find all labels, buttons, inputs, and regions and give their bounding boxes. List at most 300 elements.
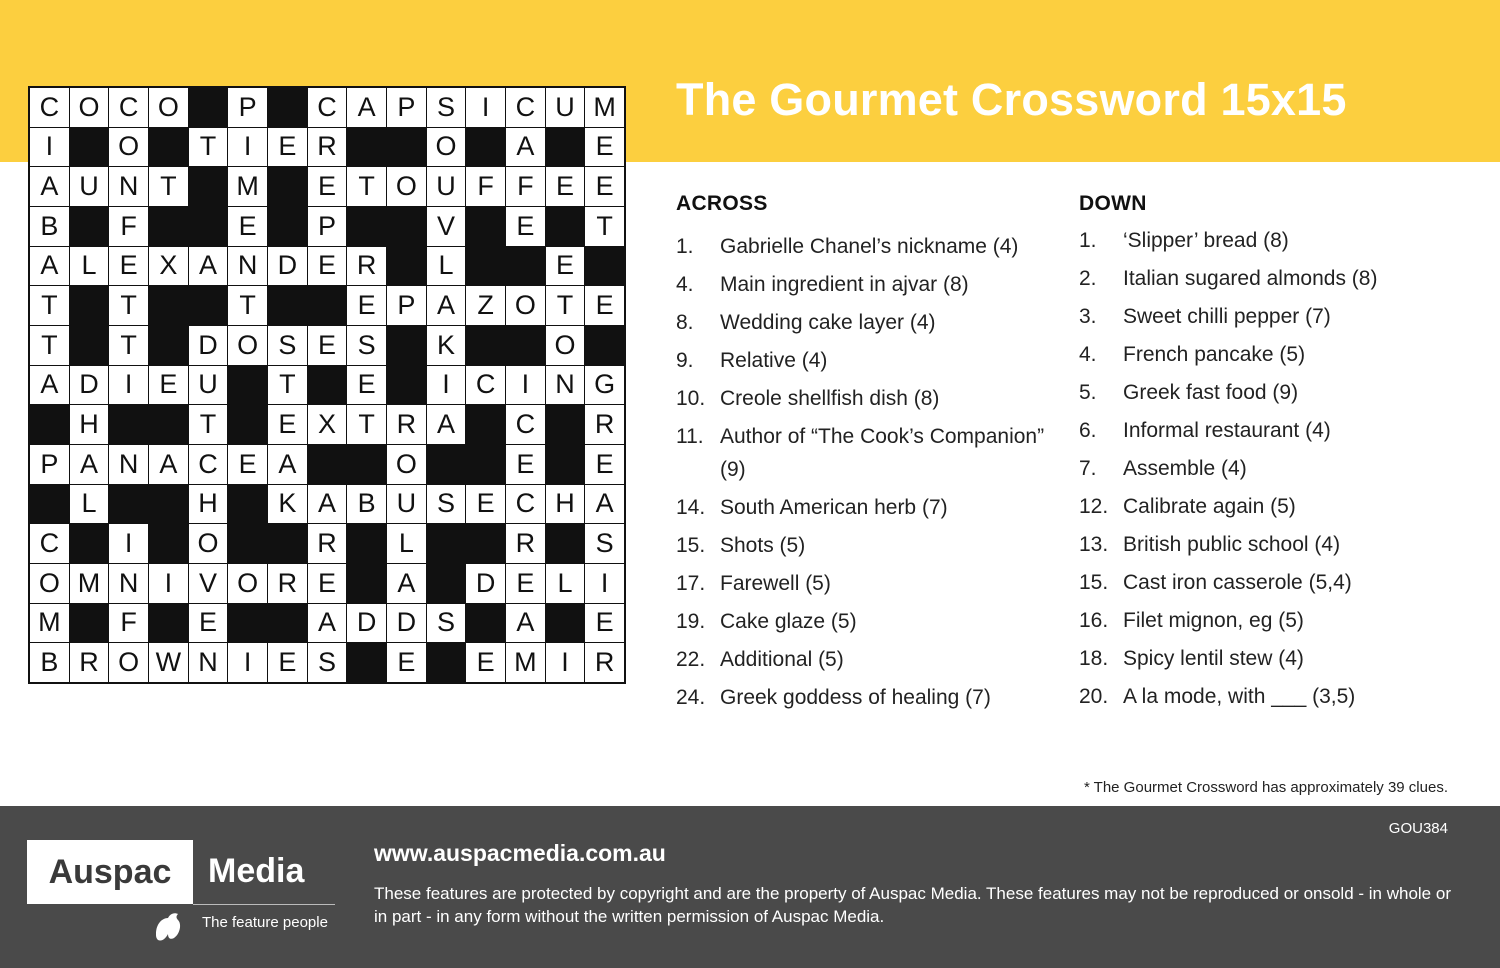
down-clue (1079, 566, 1479, 599)
clue-text: British public school (4) (1123, 533, 1341, 556)
grid-cell: L (70, 485, 109, 524)
grid-cell: M (30, 604, 69, 643)
grid-cell: R (70, 643, 109, 682)
grid-block (149, 405, 188, 444)
grid-block (228, 405, 267, 444)
grid-cell: A (30, 366, 69, 405)
grid-cell: O (149, 88, 188, 127)
grid-cell: C (506, 405, 545, 444)
down-clue (1079, 262, 1479, 295)
grid-cell: M (585, 88, 624, 127)
grid-cell: A (506, 604, 545, 643)
across-clues (676, 192, 1066, 719)
down-clue (1079, 224, 1479, 257)
grid-cell: O (228, 326, 267, 365)
grid-cell: T (546, 286, 585, 325)
clue-text: Relative (4) (720, 349, 828, 372)
grid-cell: D (347, 604, 386, 643)
grid-cell: N (228, 247, 267, 286)
grid-cell: N (109, 167, 148, 206)
grid-cell: E (506, 207, 545, 246)
grid-cell: O (70, 88, 109, 127)
grid-block (585, 326, 624, 365)
grid-block (466, 405, 505, 444)
clue-text: A la mode, with ___ (3,5) (1123, 685, 1356, 708)
clue-number: 8. (676, 311, 694, 334)
grid-cell: T (347, 405, 386, 444)
clue-number: 1. (676, 235, 694, 258)
grid-cell: E (109, 247, 148, 286)
clue-number: 2. (1079, 267, 1097, 290)
grid-cell: U (189, 366, 228, 405)
grid-cell: I (427, 366, 466, 405)
grid-block (387, 326, 426, 365)
down-clues (1079, 192, 1479, 718)
grid-block (228, 524, 267, 563)
grid-cell: A (387, 564, 426, 603)
grid-cell: L (387, 524, 426, 563)
grid-cell: C (30, 524, 69, 563)
grid-cell: O (109, 128, 148, 167)
grid-block (466, 326, 505, 365)
down-heading: DOWN (1079, 192, 1147, 215)
grid-block (387, 247, 426, 286)
clue-number: 7. (1079, 457, 1097, 480)
grid-cell: O (228, 564, 267, 603)
grid-block (149, 207, 188, 246)
grid-cell: E (546, 167, 585, 206)
clue-text: Wedding cake layer (4) (720, 311, 936, 334)
grid-cell: E (506, 445, 545, 484)
grid-cell: F (466, 167, 505, 206)
grid-block (268, 207, 307, 246)
footer (0, 806, 1500, 968)
grid-cell: P (387, 286, 426, 325)
grid-cell: Z (466, 286, 505, 325)
grid-cell: E (466, 485, 505, 524)
grid-block (347, 445, 386, 484)
grid-block (506, 326, 545, 365)
across-clue (676, 382, 1066, 415)
grid-cell: A (585, 485, 624, 524)
grid-cell: W (149, 643, 188, 682)
grid-block (347, 207, 386, 246)
grid-block (149, 286, 188, 325)
grid-cell: R (585, 643, 624, 682)
grid-cell: I (585, 564, 624, 603)
grid-cell: T (585, 207, 624, 246)
clue-text: Sweet chilli pepper (7) (1123, 305, 1331, 328)
grid-cell: F (109, 207, 148, 246)
grid-block (70, 207, 109, 246)
grid-cell: E (347, 286, 386, 325)
grid-cell: T (109, 326, 148, 365)
grid-cell: E (308, 247, 347, 286)
grid-block (427, 643, 466, 682)
grid-cell: H (189, 485, 228, 524)
grid-cell: I (149, 564, 188, 603)
clue-number: 10. (676, 387, 706, 410)
grid-cell: K (268, 485, 307, 524)
grid-cell: S (308, 643, 347, 682)
grid-cell: N (189, 643, 228, 682)
website-link[interactable]: www.auspacmedia.com.au (374, 840, 666, 866)
grid-cell: E (268, 128, 307, 167)
grid-cell: X (149, 247, 188, 286)
grid-cell: H (70, 405, 109, 444)
grid-cell: S (427, 88, 466, 127)
grid-cell: A (189, 247, 228, 286)
grid-cell: D (268, 247, 307, 286)
grid-block (228, 604, 267, 643)
grid-block (70, 286, 109, 325)
grid-block (109, 485, 148, 524)
grid-cell: B (30, 643, 69, 682)
across-clue (676, 344, 1066, 377)
grid-cell: E (149, 366, 188, 405)
clue-text: Cake glaze (5) (720, 610, 857, 633)
clue-number: 12. (1079, 495, 1109, 518)
grid-block (149, 128, 188, 167)
clue-text: French pancake (5) (1123, 343, 1306, 366)
grid-block (347, 524, 386, 563)
clue-number: 18. (1079, 647, 1109, 670)
grid-block (466, 247, 505, 286)
clue-text: Author of “The Cook’s Companion” (9) (720, 425, 1045, 481)
grid-cell: I (466, 88, 505, 127)
grid-block (466, 524, 505, 563)
clue-number: 4. (676, 273, 694, 296)
grid-block (308, 286, 347, 325)
grid-cell: U (427, 167, 466, 206)
grid-cell: V (189, 564, 228, 603)
grid-cell: E (228, 207, 267, 246)
grid-cell: A (149, 445, 188, 484)
grid-block (585, 247, 624, 286)
clue-text: Main ingredient in ajvar (8) (720, 273, 969, 296)
clue-text: Additional (5) (720, 648, 844, 671)
grid-block (506, 247, 545, 286)
grid-block (228, 485, 267, 524)
grid-cell: N (109, 445, 148, 484)
grid-cell: L (427, 247, 466, 286)
clue-text: Cast iron casserole (5,4) (1123, 571, 1352, 594)
grid-cell: P (30, 445, 69, 484)
grid-cell: O (506, 286, 545, 325)
grid-cell: A (506, 128, 545, 167)
grid-cell: N (546, 366, 585, 405)
grid-cell: M (70, 564, 109, 603)
across-clue (676, 491, 1066, 524)
grid-block (30, 485, 69, 524)
grid-cell: I (30, 128, 69, 167)
logo-auspac: Auspac (27, 840, 193, 904)
grid-cell: R (308, 128, 347, 167)
grid-block (189, 207, 228, 246)
clue-text: Greek fast food (9) (1123, 381, 1299, 404)
down-clue-list (1079, 224, 1479, 713)
grid-cell: F (109, 604, 148, 643)
grid-cell: D (189, 326, 228, 365)
grid-cell: R (585, 405, 624, 444)
grid-cell: E (347, 366, 386, 405)
logo-mark-icon (150, 908, 186, 944)
grid-block (189, 88, 228, 127)
logo-tagline: The feature people (202, 914, 328, 931)
clue-text: Creole shellfish dish (8) (720, 387, 940, 410)
clue-text: Farewell (5) (720, 572, 831, 595)
puzzle-code: GOU384 (1388, 820, 1448, 837)
grid-block (30, 405, 69, 444)
grid-block (70, 524, 109, 563)
clue-number: 15. (1079, 571, 1109, 594)
across-clue (676, 643, 1066, 676)
grid-cell: T (189, 128, 228, 167)
down-clue (1079, 528, 1479, 561)
across-clue (676, 567, 1066, 600)
grid-cell: U (546, 88, 585, 127)
grid-cell: D (70, 366, 109, 405)
grid-cell: A (427, 286, 466, 325)
grid-block (149, 604, 188, 643)
grid-block (387, 207, 426, 246)
grid-block (149, 524, 188, 563)
grid-cell: A (268, 445, 307, 484)
grid-block (70, 604, 109, 643)
grid-cell: P (308, 207, 347, 246)
grid-cell: E (506, 564, 545, 603)
grid-cell: A (427, 405, 466, 444)
clue-number: 6. (1079, 419, 1097, 442)
clue-count-footnote: * The Gourmet Crossword has approximately 39 clues. (1083, 779, 1448, 796)
clue-number: 24. (676, 686, 706, 709)
grid-cell: C (466, 366, 505, 405)
grid-cell: K (427, 326, 466, 365)
grid-block (387, 128, 426, 167)
crossword-grid (28, 86, 626, 684)
grid-cell: C (189, 445, 228, 484)
grid-block (189, 286, 228, 325)
down-clue (1079, 642, 1479, 675)
grid-cell: T (189, 405, 228, 444)
logo-media: Media (208, 852, 305, 890)
clue-text: South American herb (7) (720, 496, 948, 519)
grid-cell: R (506, 524, 545, 563)
grid-cell: P (387, 88, 426, 127)
clue-number: 20. (1079, 685, 1109, 708)
grid-block (268, 167, 307, 206)
down-clue (1079, 300, 1479, 333)
grid-cell: I (109, 366, 148, 405)
across-clue (676, 306, 1066, 339)
grid-cell: X (308, 405, 347, 444)
grid-cell: R (347, 247, 386, 286)
grid-block (308, 366, 347, 405)
grid-cell: A (347, 88, 386, 127)
across-clue (676, 605, 1066, 638)
grid-cell: T (149, 167, 188, 206)
grid-block (427, 445, 466, 484)
grid-cell: O (30, 564, 69, 603)
down-clue (1079, 604, 1479, 637)
grid-block (546, 405, 585, 444)
grid-cell: I (228, 128, 267, 167)
grid-cell: E (228, 445, 267, 484)
grid-cell: C (109, 88, 148, 127)
grid-block (109, 405, 148, 444)
grid-cell: O (427, 128, 466, 167)
down-clue (1079, 490, 1479, 523)
grid-cell: C (30, 88, 69, 127)
grid-cell: E (585, 167, 624, 206)
grid-block (347, 128, 386, 167)
grid-block (546, 207, 585, 246)
clue-text: Italian sugared almonds (8) (1123, 267, 1378, 290)
grid-cell: S (268, 326, 307, 365)
clue-number: 13. (1079, 533, 1109, 556)
grid-cell: U (387, 485, 426, 524)
clue-text: Spicy lentil stew (4) (1123, 647, 1304, 670)
down-clue (1079, 680, 1479, 713)
grid-cell: O (387, 167, 426, 206)
grid-block (228, 366, 267, 405)
grid-block (466, 207, 505, 246)
page-title: The Gourmet Crossword 15x15 (676, 74, 1347, 125)
grid-cell: I (109, 524, 148, 563)
across-clue (676, 681, 1066, 714)
down-clue (1079, 376, 1479, 409)
grid-cell: T (109, 286, 148, 325)
grid-cell: A (30, 247, 69, 286)
grid-cell: S (427, 604, 466, 643)
clue-text: Informal restaurant (4) (1123, 419, 1331, 442)
down-clue (1079, 414, 1479, 447)
grid-block (347, 564, 386, 603)
grid-cell: M (506, 643, 545, 682)
grid-cell: H (546, 485, 585, 524)
grid-cell: E (189, 604, 228, 643)
grid-cell: E (585, 286, 624, 325)
grid-cell: I (228, 643, 267, 682)
grid-cell: T (347, 167, 386, 206)
grid-cell: B (30, 207, 69, 246)
grid-block (466, 604, 505, 643)
logo-divider (193, 904, 335, 905)
across-clue (676, 420, 1066, 486)
grid-block (268, 88, 307, 127)
grid-block (149, 326, 188, 365)
clue-number: 3. (1079, 305, 1097, 328)
grid-cell: O (109, 643, 148, 682)
grid-cell: I (546, 643, 585, 682)
across-heading: ACROSS (676, 192, 768, 215)
grid-block (427, 524, 466, 563)
grid-cell: V (427, 207, 466, 246)
clue-number: 1. (1079, 229, 1097, 252)
grid-cell: A (70, 445, 109, 484)
clue-number: 9. (676, 349, 694, 372)
grid-block (546, 524, 585, 563)
grid-cell: O (387, 445, 426, 484)
grid-block (387, 366, 426, 405)
grid-cell: T (228, 286, 267, 325)
grid-cell: C (308, 88, 347, 127)
grid-cell: A (308, 485, 347, 524)
grid-block (466, 128, 505, 167)
grid-cell: G (585, 366, 624, 405)
grid-block (466, 445, 505, 484)
grid-block (546, 445, 585, 484)
clue-text: Shots (5) (720, 534, 806, 557)
grid-cell: U (70, 167, 109, 206)
grid-cell: E (268, 405, 307, 444)
clue-text: Gabrielle Chanel’s nickname (4) (720, 235, 1019, 258)
grid-block (347, 643, 386, 682)
grid-cell: E (308, 326, 347, 365)
grid-cell: R (387, 405, 426, 444)
clue-number: 14. (676, 496, 706, 519)
clue-text: Calibrate again (5) (1123, 495, 1296, 518)
grid-cell: I (506, 366, 545, 405)
grid-cell: L (70, 247, 109, 286)
grid-cell: R (268, 564, 307, 603)
grid-cell: D (387, 604, 426, 643)
grid-block (268, 604, 307, 643)
grid-cell: T (268, 366, 307, 405)
copyright-notice: These features are protected by copyright and are the property of Auspac Media. These features may not be reproduced or onsold - in whole or in part - in any form without the written permission of Auspac Media. (374, 884, 1451, 926)
grid-cell: E (585, 128, 624, 167)
grid-cell: B (347, 485, 386, 524)
grid-cell: E (585, 445, 624, 484)
clue-number: 22. (676, 648, 706, 671)
clue-number: 19. (676, 610, 706, 633)
grid-cell: L (546, 564, 585, 603)
grid-cell: S (347, 326, 386, 365)
clue-number: 15. (676, 534, 706, 557)
clue-text: ‘Slipper’ bread (8) (1123, 229, 1289, 252)
grid-cell: E (466, 643, 505, 682)
grid-cell: D (466, 564, 505, 603)
grid-cell: E (268, 643, 307, 682)
grid-block (189, 167, 228, 206)
grid-cell: O (546, 326, 585, 365)
grid-cell: M (228, 167, 267, 206)
grid-cell: A (30, 167, 69, 206)
across-clue (676, 529, 1066, 562)
clue-number: 4. (1079, 343, 1097, 366)
clue-number: 17. (676, 572, 706, 595)
across-clue (676, 268, 1066, 301)
clue-number: 5. (1079, 381, 1097, 404)
grid-block (268, 286, 307, 325)
grid-cell: P (228, 88, 267, 127)
grid-cell: E (585, 604, 624, 643)
grid-cell: S (427, 485, 466, 524)
grid-block (546, 604, 585, 643)
grid-cell: O (189, 524, 228, 563)
across-clue-list (676, 230, 1066, 714)
clue-text: Assemble (4) (1123, 457, 1247, 480)
grid-cell: F (506, 167, 545, 206)
grid-cell: T (30, 286, 69, 325)
grid-cell: C (506, 88, 545, 127)
grid-cell: E (308, 564, 347, 603)
clue-number: 11. (676, 425, 704, 448)
grid-block (308, 445, 347, 484)
grid-cell: C (506, 485, 545, 524)
grid-block (149, 485, 188, 524)
clue-text: Filet mignon, eg (5) (1123, 609, 1304, 632)
